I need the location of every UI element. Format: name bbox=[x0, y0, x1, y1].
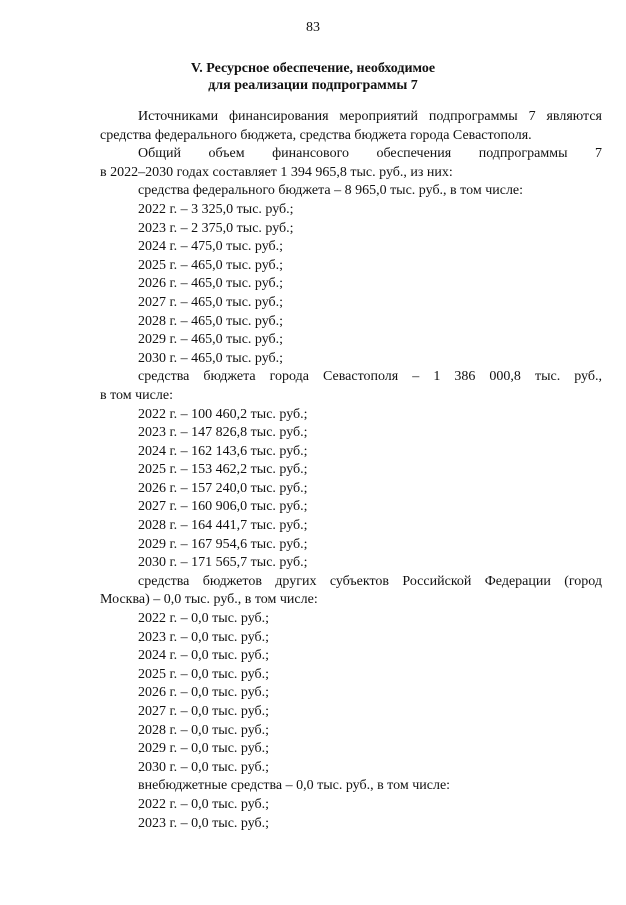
list-item: 2027 г. – 465,0 тыс. руб.; bbox=[138, 294, 284, 310]
list-item: 2028 г. – 465,0 тыс. руб.; bbox=[138, 313, 284, 329]
federal-budget-title: средства федерального бюджета – 8 965,0 тыс. руб., в том числе: bbox=[138, 183, 524, 199]
list-item: 2026 г. – 157 240,0 тыс. руб.; bbox=[138, 480, 308, 496]
federal-budget-years bbox=[100, 201, 602, 368]
document-body bbox=[100, 108, 602, 833]
list-item: 2025 г. – 0,0 тыс. руб.; bbox=[138, 666, 270, 682]
city-budget-title-line-2: в том числе: bbox=[100, 387, 173, 403]
list-item: 2030 г. – 465,0 тыс. руб.; bbox=[138, 350, 284, 366]
list-item: 2026 г. – 465,0 тыс. руб.; bbox=[138, 276, 284, 292]
intro-paragraph-1-line-1: Источниками финансирования мероприятий подпрограммы 7 являются bbox=[138, 109, 602, 124]
list-item: 2024 г. – 162 143,6 тыс. руб.; bbox=[138, 443, 308, 459]
list-item: 2029 г. – 0,0 тыс. руб.; bbox=[138, 741, 270, 757]
other-subjects-years bbox=[100, 610, 602, 777]
list-item: 2022 г. – 3 325,0 тыс. руб.; bbox=[138, 201, 294, 217]
section-heading bbox=[0, 60, 626, 94]
list-item: 2026 г. – 0,0 тыс. руб.; bbox=[138, 685, 270, 701]
list-item: 2027 г. – 160 906,0 тыс. руб.; bbox=[138, 499, 308, 515]
list-item: 2030 г. – 171 565,7 тыс. руб.; bbox=[138, 555, 308, 571]
intro-paragraph-1-line-2: средства федерального бюджета, средства бюджета города Севастополя. bbox=[100, 127, 532, 143]
list-item: 2022 г. – 0,0 тыс. руб.; bbox=[138, 796, 270, 812]
list-item: 2030 г. – 0,0 тыс. руб.; bbox=[138, 759, 270, 775]
list-item: 2023 г. – 2 375,0 тыс. руб.; bbox=[138, 220, 294, 236]
heading-line-1: V. Ресурсное обеспечение, необходимое bbox=[190, 61, 436, 76]
extrabudget-title: внебюджетные средства – 0,0 тыс. руб., в том числе: bbox=[138, 778, 451, 794]
list-item: 2029 г. – 465,0 тыс. руб.; bbox=[138, 332, 284, 348]
extrabudget-years bbox=[100, 796, 602, 833]
heading-line-2: для реализации подпрограммы 7 bbox=[208, 78, 418, 93]
list-item: 2025 г. – 465,0 тыс. руб.; bbox=[138, 257, 284, 273]
list-item: 2022 г. – 100 460,2 тыс. руб.; bbox=[138, 406, 308, 422]
intro-paragraph-2-line-1: Общий объем финансового обеспечения подпрограммы 7 bbox=[138, 146, 602, 162]
city-budget-years bbox=[100, 406, 602, 573]
list-item: 2024 г. – 475,0 тыс. руб.; bbox=[138, 239, 284, 255]
list-item: 2028 г. – 0,0 тыс. руб.; bbox=[138, 722, 270, 738]
list-item: 2023 г. – 0,0 тыс. руб.; bbox=[138, 815, 270, 831]
city-budget-title-line-1: средства бюджета города Севастополя – 1 386 000,8 тыс. руб., bbox=[138, 369, 602, 385]
list-item: 2023 г. – 0,0 тыс. руб.; bbox=[138, 629, 270, 645]
list-item: 2024 г. – 0,0 тыс. руб.; bbox=[138, 648, 270, 664]
list-item: 2023 г. – 147 826,8 тыс. руб.; bbox=[138, 425, 308, 441]
other-subjects-title-line-2: Москва) – 0,0 тыс. руб., в том числе: bbox=[100, 592, 318, 608]
other-subjects-title-line-1: средства бюджетов других субъектов Российской Федерации (город bbox=[138, 573, 602, 589]
list-item: 2027 г. – 0,0 тыс. руб.; bbox=[138, 704, 270, 719]
list-item: 2022 г. – 0,0 тыс. руб.; bbox=[138, 611, 270, 627]
list-item: 2028 г. – 164 441,7 тыс. руб.; bbox=[138, 518, 308, 534]
list-item: 2029 г. – 167 954,6 тыс. руб.; bbox=[138, 536, 308, 552]
intro-paragraph-2-line-2: в 2022–2030 годах составляет 1 394 965,8 тыс. руб., из них: bbox=[100, 164, 453, 180]
list-item: 2025 г. – 153 462,2 тыс. руб.; bbox=[138, 462, 308, 478]
page-number: 83 bbox=[306, 20, 320, 35]
